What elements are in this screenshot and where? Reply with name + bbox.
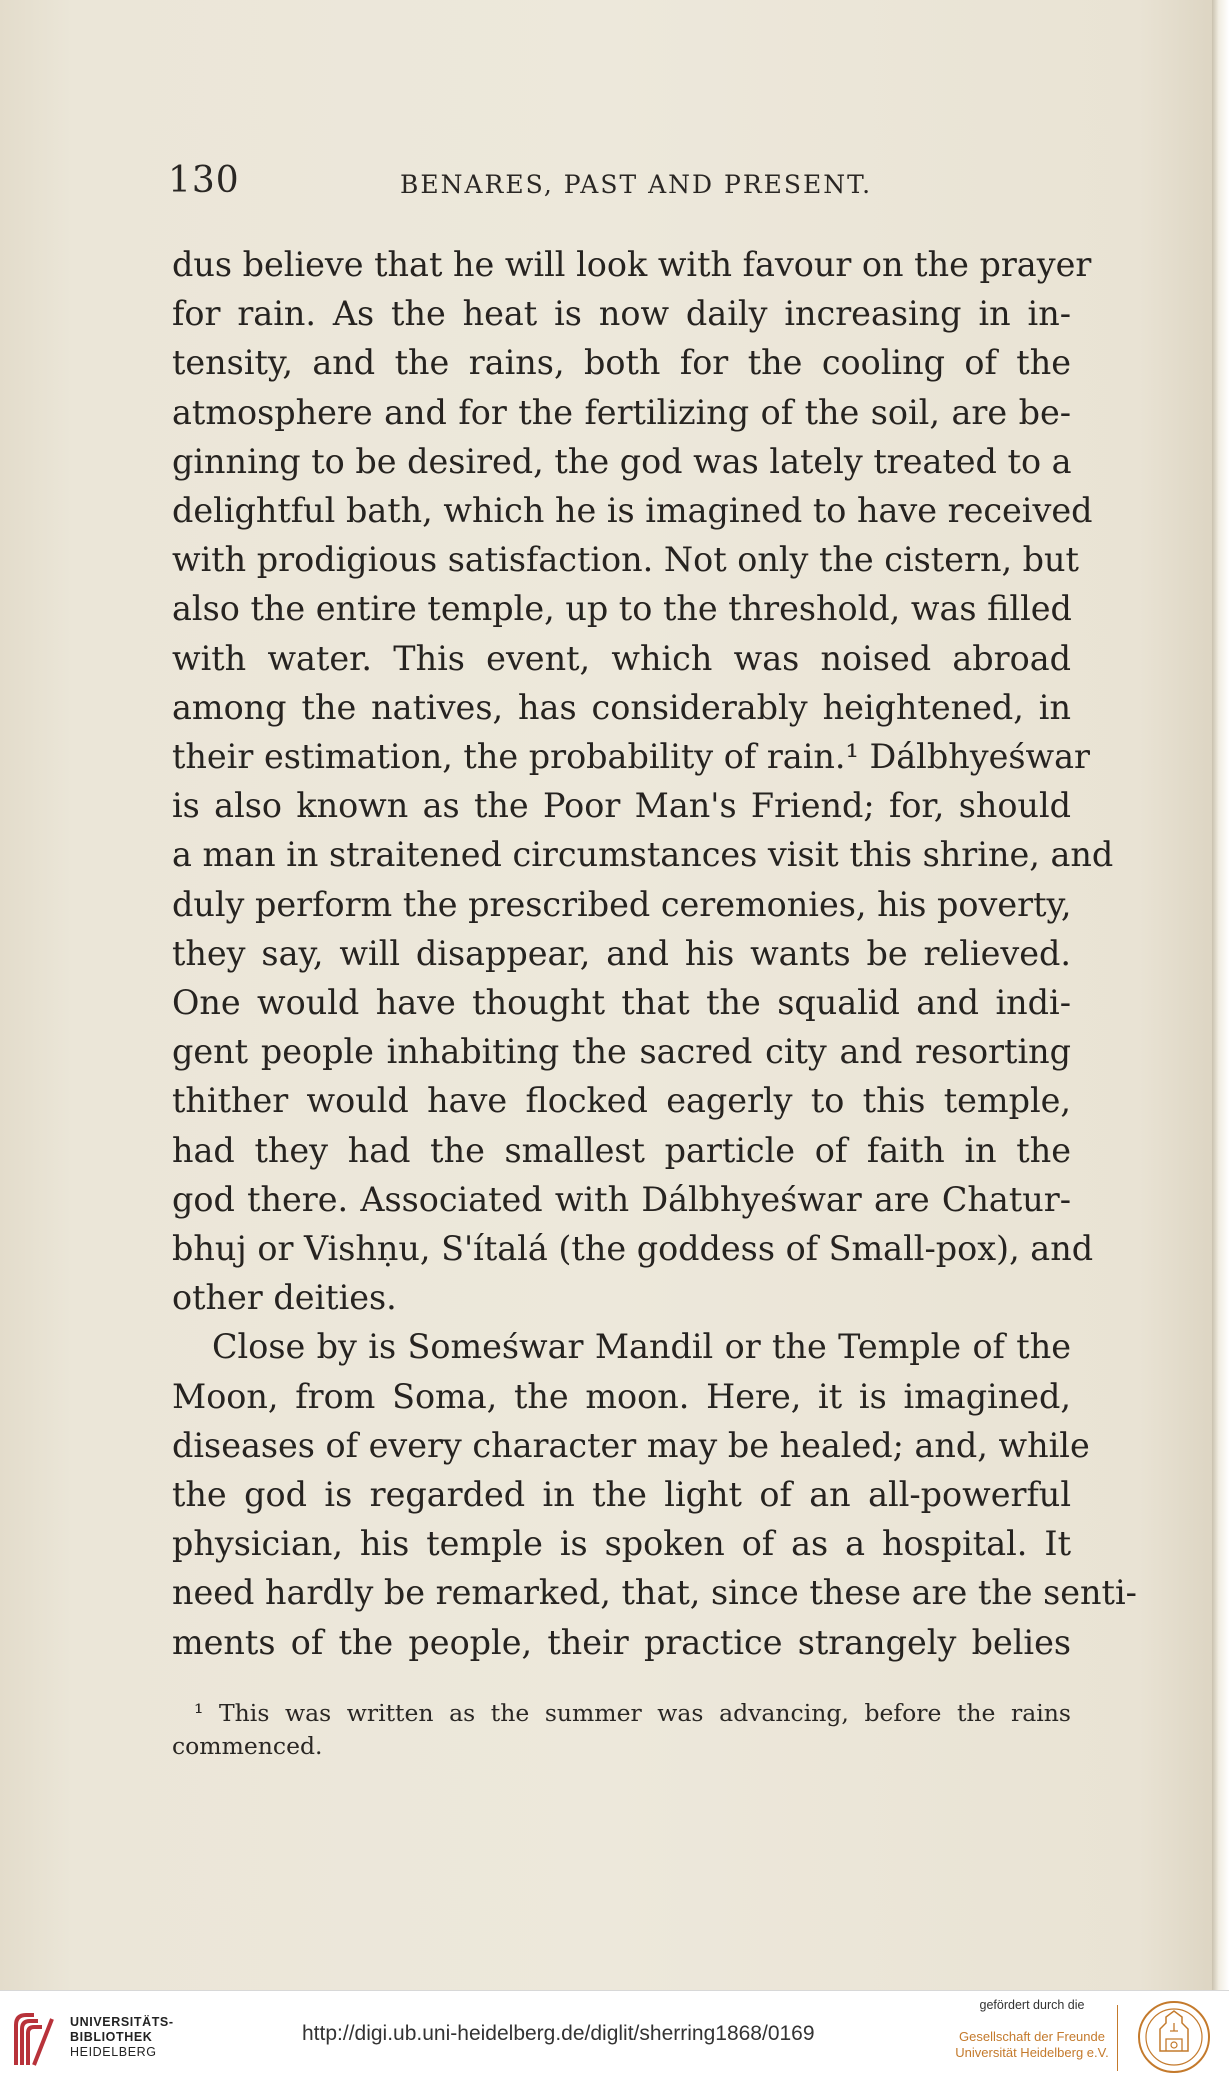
text-line: thither would have flocked eagerly to this temple,	[172, 1081, 1071, 1121]
text-line: for rain. As the heat is now daily increasing in in-	[172, 294, 1071, 334]
library-name-line: BIBLIOTHEK	[70, 2030, 153, 2044]
sponsor-org-line: Universität Heidelberg e.V.	[955, 2045, 1109, 2060]
text-line: is also known as the Poor Man's Friend; for, should	[172, 786, 1071, 826]
text-line: need hardly be remarked, that, since these are the senti-	[172, 1573, 1137, 1613]
running-title: BENARES, PAST AND PRESENT.	[400, 170, 873, 199]
text-line: diseases of every character may be healed; and, while	[172, 1425, 1090, 1465]
text-line: their estimation, the probability of rain.¹ Dálbhyeśwar	[172, 737, 1090, 777]
sponsor-credit	[952, 1997, 1112, 2061]
footnote-line: commenced.	[172, 1732, 323, 1760]
permalink-url[interactable]: http://digi.ub.uni-heidelberg.de/diglit/sherring1868/0169	[302, 2022, 815, 2045]
text-line: the god is regarded in the light of an all-powerful	[172, 1475, 1071, 1515]
library-name-line: HEIDELBERG	[70, 2045, 157, 2059]
text-line: Moon, from Soma, the moon. Here, it is imagined,	[172, 1376, 1071, 1416]
text-line: god there. Associated with Dálbhyeśwar are Chatur-	[172, 1179, 1071, 1219]
text-line: atmosphere and for the fertilizing of the soil, are be-	[172, 392, 1071, 432]
text-line: Close by is Someśwar Mandil or the Temple of the	[212, 1327, 1071, 1367]
text-line: a man in straitened circumstances visit this shrine, and	[172, 835, 1114, 875]
university-library-logo-icon	[12, 2011, 56, 2069]
text-line: physician, his temple is spoken of as a hospital. It	[172, 1524, 1071, 1564]
library-name-line: UNIVERSITÄTS-	[70, 2015, 174, 2029]
text-line: One would have thought that the squalid and indi-	[172, 983, 1071, 1023]
text-line: had they had the smallest particle of faith in the	[172, 1130, 1071, 1170]
text-line: bhuj or Vishṇu, S'ítalá (the goddess of Small-pox), and	[172, 1229, 1094, 1269]
sponsor-label: gefördert durch die	[979, 1998, 1085, 2012]
text-line: duly perform the prescribed ceremonies, his poverty,	[172, 884, 1072, 924]
body-text	[172, 240, 1137, 1667]
university-seal-icon	[1136, 1999, 1212, 2075]
text-line: dus believe that he will look with favour on the prayer	[172, 245, 1092, 284]
page-number: 130	[168, 160, 240, 201]
page-header	[168, 160, 1068, 204]
text-line: delightful bath, which he is imagined to have received	[172, 491, 1093, 531]
text-line: among the natives, has considerably heightened, in	[172, 687, 1071, 727]
footnote-line: ¹ This was written as the summer was advancing, before the rains	[194, 1699, 1071, 1727]
text-line: they say, will disappear, and his wants be relieved.	[172, 933, 1071, 973]
university-library-name	[70, 2015, 174, 2060]
text-line: ments of the people, their practice strangely belies	[172, 1622, 1071, 1662]
text-line: ginning to be desired, the god was lately treated to a	[172, 441, 1072, 481]
footer-bar	[0, 1990, 1229, 2082]
footer-divider	[1117, 2005, 1118, 2071]
text-line: with prodigious satisfaction. Not only the cistern, but	[172, 540, 1079, 580]
sponsor-org-line: Gesellschaft der Freunde	[959, 2029, 1105, 2044]
text-line: other deities.	[172, 1278, 397, 1318]
text-line: with water. This event, which was noised abroad	[172, 638, 1071, 678]
text-line: gent people inhabiting the sacred city and resorting	[172, 1032, 1071, 1072]
footnote	[172, 1697, 1071, 1763]
text-line: also the entire temple, up to the threshold, was filled	[172, 589, 1072, 629]
text-line: tensity, and the rains, both for the cooling of the	[172, 343, 1071, 383]
page-edge	[1212, 0, 1229, 1990]
